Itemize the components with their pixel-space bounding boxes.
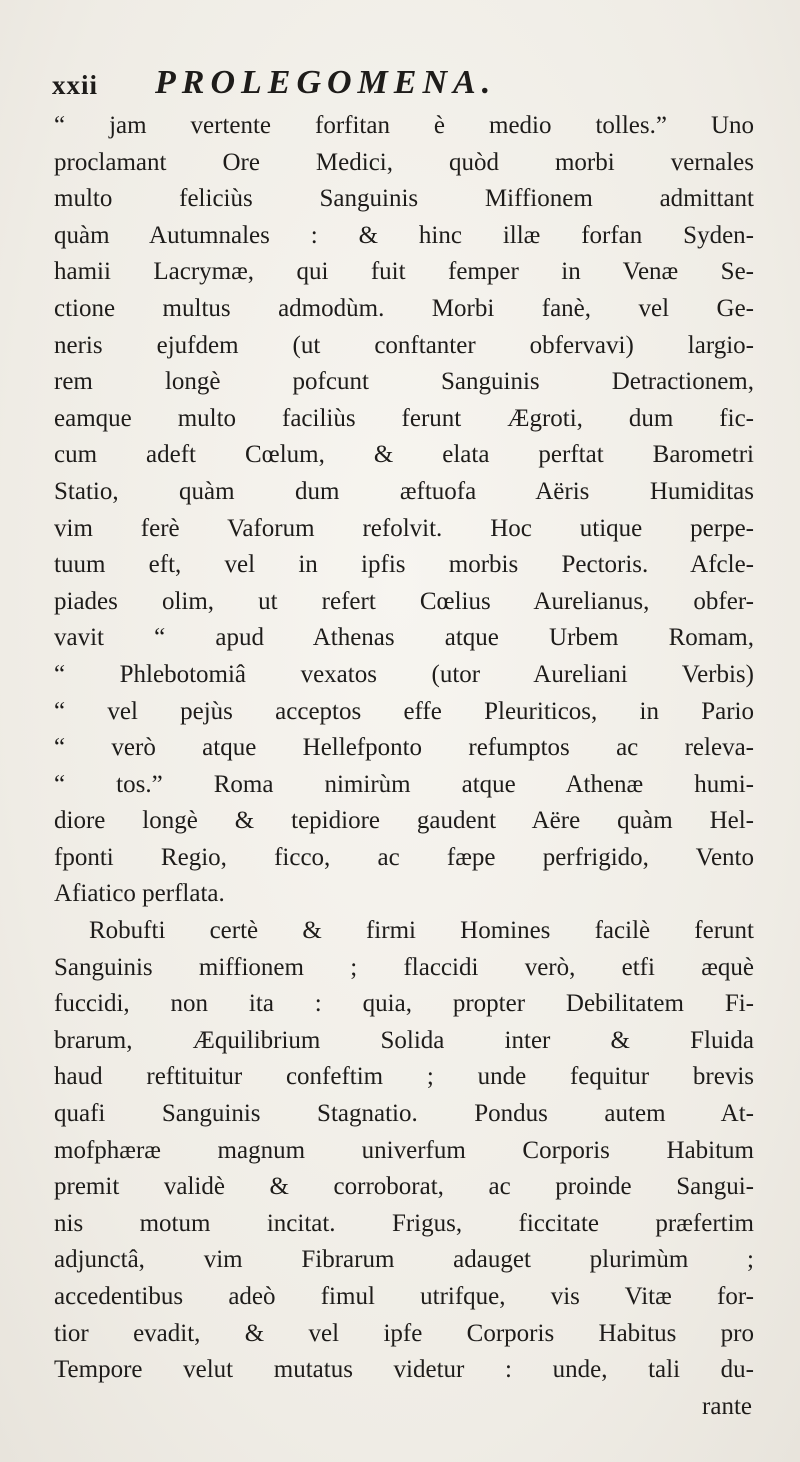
text-line: hamii Lacrymæ, qui fuit femper in Venæ Se- (54, 258, 754, 286)
text-line-paragraph-end: Afiatico perflata. (54, 880, 225, 908)
text-line: premit validè & corroborat, ac proinde Sangui- (54, 1173, 754, 1201)
page-header (52, 64, 752, 108)
text-line: multo feliciùs Sanguinis Miffionem admittant (54, 185, 754, 213)
text-line: quàm Autumnales : & hinc illæ forfan Syden- (54, 221, 754, 249)
text-line: mofphæræ magnum univerfum Corporis Habitum (54, 1136, 754, 1164)
text-line: piades olim, ut refert Cœlius Aurelianus, obfer- (54, 587, 754, 615)
text-line-paragraph-start: Robufti certè & firmi Homines facilè ferunt (89, 917, 754, 945)
text-line: neris ejufdem (ut conftanter obfervavi) largio- (54, 331, 754, 359)
text-line: “ jam vertente forfitan è medio tolles.” Uno (54, 112, 754, 139)
text-line: “ tos.” Roma nimirùm atque Athenæ humi- (54, 770, 754, 798)
text-line: haud reftituitur confeftim ; unde fequitur brevis (54, 1063, 754, 1091)
text-line: ctione multus admodùm. Morbi fanè, vel Ge- (54, 294, 754, 322)
text-line: adjunctâ, vim Fibrarum adauget plurimùm ; (54, 1246, 754, 1274)
page-number: xxii (52, 70, 99, 100)
text-line: cum adeft Cœlum, & elata perftat Barometri (54, 441, 754, 469)
text-line: “ vel pejùs acceptos effe Pleuriticos, in Pario (54, 697, 754, 725)
text-line: fponti Regio, ficco, ac fæpe perfrigido, Vento (54, 843, 754, 871)
text-line: tuum eft, vel in ipfis morbis Pectoris. Afcle- (54, 551, 754, 579)
text-line: accedentibus adeò fimul utrifque, vis Vitæ for- (54, 1283, 754, 1310)
text-line: fuccidi, non ita : quia, propter Debilitatem Fi- (54, 990, 754, 1018)
running-title: PROLEGOMENA. (155, 64, 497, 101)
text-line: rem longè pofcunt Sanguinis Detractionem, (54, 368, 754, 396)
text-line: diore longè & tepidiore gaudent Aëre quàm Hel- (54, 807, 754, 835)
catchword: rante (702, 1392, 752, 1420)
body-text (54, 108, 754, 1425)
text-line: Statio, quàm dum æftuofa Aëris Humiditas (54, 477, 754, 505)
text-line: vim ferè Vaforum refolvit. Hoc utique perpe- (54, 514, 754, 542)
text-line: vavit “ apud Athenas atque Urbem Romam, (54, 624, 754, 652)
text-line: eamque multo faciliùs ferunt Ægroti, dum fic- (54, 404, 754, 432)
text-line: tior evadit, & vel ipfe Corporis Habitus pro (54, 1319, 754, 1347)
text-line: “ verò atque Hellefponto refumptos ac releva- (54, 734, 754, 762)
text-line: Sanguinis miffionem ; flaccidi verò, etfi æquè (54, 953, 754, 981)
text-line: Tempore velut mutatus videtur : unde, tali du- (54, 1356, 754, 1384)
text-line: proclamant Ore Medici, quòd morbi vernales (54, 148, 754, 176)
text-line: brarum, Æquilibrium Solida inter & Fluida (54, 1026, 754, 1054)
text-line: quafi Sanguinis Stagnatio. Pondus autem At- (54, 1100, 754, 1128)
text-line: nis motum incitat. Frigus, ficcitate præfertim (54, 1209, 754, 1237)
text-line: “ Phlebotomiâ vexatos (utor Aureliani Verbis) (54, 660, 754, 688)
